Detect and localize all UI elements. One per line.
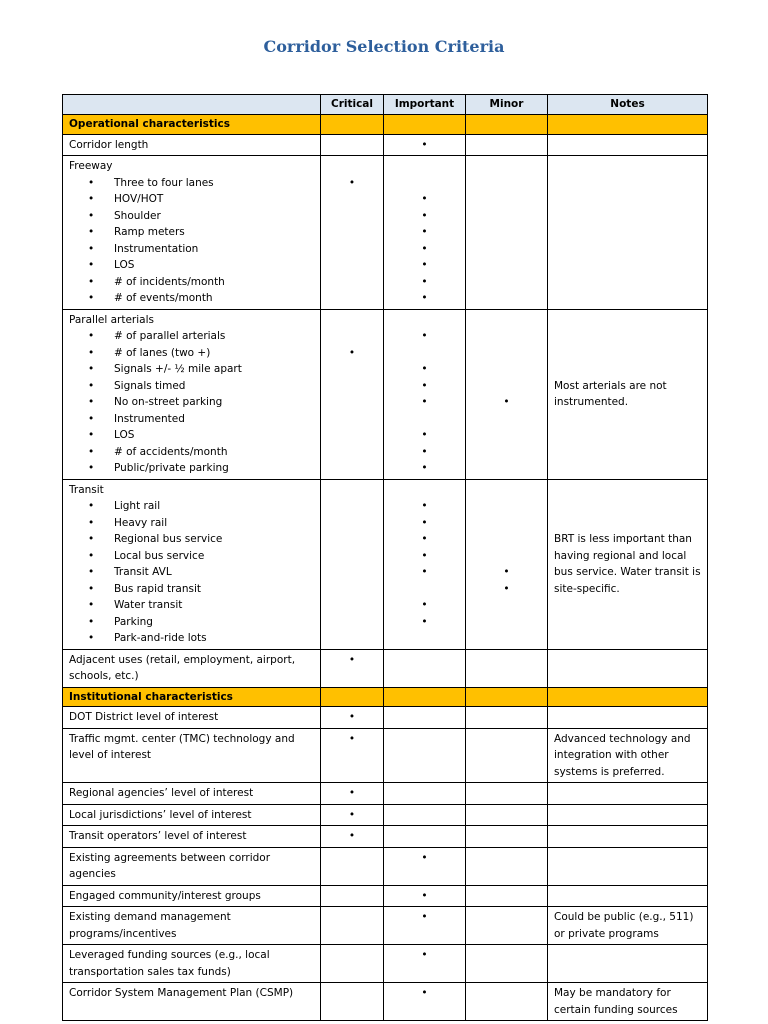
bullet-marker <box>386 498 463 515</box>
criterion-sublist <box>69 328 315 477</box>
list-item: • LOS <box>69 427 315 444</box>
criterion-label: Corridor System Management Plan (CSMP) <box>63 983 321 1021</box>
criterion-label: Existing demand management programs/incentives <box>63 907 321 945</box>
bullet-marker <box>349 733 355 745</box>
bullet-marker <box>386 257 463 274</box>
criterion-label: Transit <box>69 483 104 496</box>
bullet-marker <box>386 460 463 477</box>
table-row <box>63 983 708 1021</box>
bullet-marker <box>468 394 545 411</box>
note-cell: BRT is less important than having regional and local bus service. Water transit is site-specific. <box>548 479 708 649</box>
criterion-sublist <box>69 175 315 307</box>
note-cell: Could be public (e.g., 511) or private programs <box>548 907 708 945</box>
bullet-marker <box>349 787 355 799</box>
list-item: • Bus rapid transit <box>69 581 315 598</box>
list-item: • Heavy rail <box>69 515 315 532</box>
bullet-marker <box>468 564 545 581</box>
section-row <box>63 115 708 135</box>
criterion-label: Corridor length <box>63 134 321 156</box>
list-item: • # of parallel arterials <box>69 328 315 345</box>
bullet-marker <box>386 328 463 345</box>
criteria-table <box>62 94 708 1021</box>
list-item: • No on-street parking <box>69 394 315 411</box>
criterion-label: Freeway <box>69 160 113 172</box>
list-item: • Parking <box>69 614 315 631</box>
header-criteria <box>63 95 321 115</box>
list-item: • Regional bus service <box>69 531 315 548</box>
list-item: • Park-and-ride lots <box>69 630 315 647</box>
note-cell: Most arterials are not instrumented. <box>548 309 708 479</box>
list-item: • # of accidents/month <box>69 444 315 461</box>
bullet-marker <box>421 987 427 999</box>
table-row <box>63 885 708 907</box>
criterion-label: Transit operators’ level of interest <box>63 826 321 848</box>
list-item: • Local bus service <box>69 548 315 565</box>
page-title: Corridor Selection Criteria <box>263 37 505 56</box>
list-item: • Transit AVL <box>69 564 315 581</box>
list-item: • Signals +/- ½ mile apart <box>69 361 315 378</box>
bullet-marker <box>386 614 463 631</box>
table-row <box>63 309 708 479</box>
bullet-marker <box>421 852 427 864</box>
section-label: Institutional characteristics <box>63 687 321 707</box>
criterion-label: Existing agreements between corridor agencies <box>63 847 321 885</box>
table-row <box>63 826 708 848</box>
table-row <box>63 479 708 649</box>
criterion-label: Parallel arterials <box>69 313 154 326</box>
list-item: • # of lanes (two +) <box>69 345 315 362</box>
table-row <box>63 907 708 945</box>
header-minor: Minor <box>466 95 548 115</box>
header-notes: Notes <box>548 95 708 115</box>
table-row <box>63 804 708 826</box>
section-label: Operational characteristics <box>63 115 321 135</box>
bullet-marker <box>386 394 463 411</box>
criterion-label: Local jurisdictions’ level of interest <box>63 804 321 826</box>
header-row <box>63 95 708 115</box>
bullet-marker <box>349 830 355 842</box>
criterion-label: Leveraged funding sources (e.g., local transportation sales tax funds) <box>63 945 321 983</box>
bullet-marker <box>386 274 463 291</box>
criterion-sublist <box>69 498 315 647</box>
bullet-marker <box>386 427 463 444</box>
bullet-marker <box>386 290 463 307</box>
bullet-marker <box>386 515 463 532</box>
list-item: • Instrumented <box>69 411 315 428</box>
criterion-label: Regional agencies’ level of interest <box>63 783 321 805</box>
table-row <box>63 728 708 783</box>
note-cell: May be mandatory for certain funding sources <box>548 983 708 1021</box>
bullet-marker <box>323 175 381 192</box>
bullet-marker <box>421 949 427 961</box>
bullet-marker <box>386 548 463 565</box>
list-item: • # of incidents/month <box>69 274 315 291</box>
header-important: Important <box>384 95 466 115</box>
criterion-label: DOT District level of interest <box>63 707 321 729</box>
note-cell: Advanced technology and integration with other systems is preferred. <box>548 728 708 783</box>
bullet-marker <box>468 581 545 598</box>
bullet-marker <box>386 531 463 548</box>
criterion-label: Adjacent uses (retail, employment, airport, schools, etc.) <box>63 649 321 687</box>
table-row <box>63 649 708 687</box>
list-item: • Ramp meters <box>69 224 315 241</box>
table-row <box>63 156 708 310</box>
list-item: • Water transit <box>69 597 315 614</box>
bullet-marker <box>349 809 355 821</box>
bullet-marker <box>386 444 463 461</box>
bullet-marker <box>421 911 427 923</box>
bullet-marker <box>386 224 463 241</box>
table-row <box>63 134 708 156</box>
bullet-marker <box>421 139 427 151</box>
bullet-marker <box>386 564 463 581</box>
table-row <box>63 707 708 729</box>
header-critical: Critical <box>321 95 384 115</box>
bullet-marker <box>421 890 427 902</box>
bullet-marker <box>386 597 463 614</box>
bullet-marker <box>386 378 463 395</box>
bullet-marker <box>349 654 355 666</box>
criterion-label: Traffic mgmt. center (TMC) technology and level of interest <box>63 728 321 783</box>
bullet-marker <box>386 208 463 225</box>
list-item: • Public/private parking <box>69 460 315 477</box>
list-item: • Signals timed <box>69 378 315 395</box>
list-item: • Three to four lanes <box>69 175 315 192</box>
list-item: • Light rail <box>69 498 315 515</box>
table-row <box>63 783 708 805</box>
list-item: • Shoulder <box>69 208 315 225</box>
list-item: • HOV/HOT <box>69 191 315 208</box>
criterion-label: Engaged community/interest groups <box>63 885 321 907</box>
bullet-marker <box>323 345 381 362</box>
bullet-marker <box>386 191 463 208</box>
list-item: • # of events/month <box>69 290 315 307</box>
bullet-marker <box>386 241 463 258</box>
table-row <box>63 847 708 885</box>
list-item: • LOS <box>69 257 315 274</box>
section-row <box>63 687 708 707</box>
bullet-marker <box>349 711 355 723</box>
bullet-marker <box>386 361 463 378</box>
list-item: • Instrumentation <box>69 241 315 258</box>
table-row <box>63 945 708 983</box>
